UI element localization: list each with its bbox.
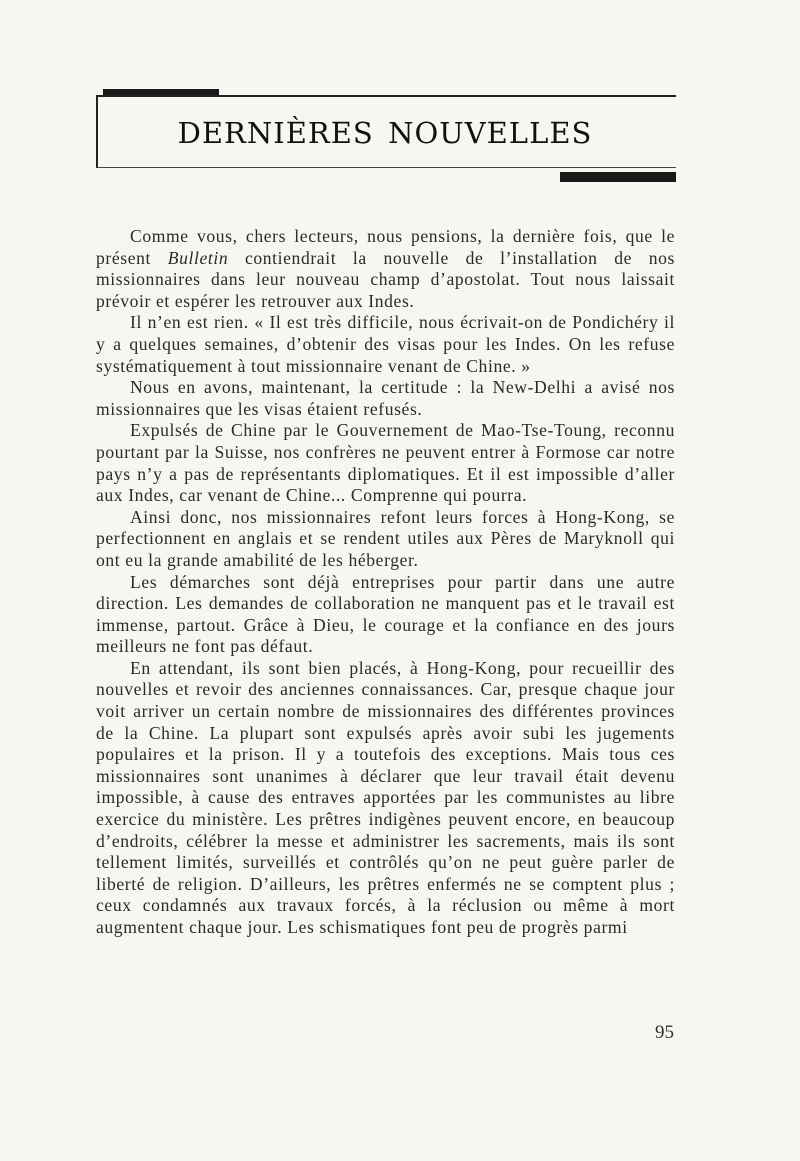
text-segment: Ainsi donc, nos missionnaires refont leurs forces à Hong-Kong, se perfectionnent en anglais et se rendent utiles aux Pères de Maryknoll qui ont eu la grande amabilité de les héberger. [96,506,675,570]
italic-text: Bulletin [167,247,229,268]
article-body [96,226,675,939]
page-number: 95 [655,1022,674,1043]
text-segment: Expulsés de Chine par le Gouvernement de Mao-Tse-Toung, reconnu pourtant par la Suisse, nos confrères ne peuvent entrer à Formose car notre pays n’y a pas de représentants diplomatiques. Et il est impossible d’aller aux Indes, car venant de Chine... Comprenne qui pourra. [96,420,675,506]
paragraph [96,420,675,506]
paragraph [96,312,675,377]
header-rule-bottom [560,172,676,182]
paragraph [96,377,675,420]
paragraph [96,226,675,312]
text-segment: Il n’en est rien. « Il est très difficile, nous écrivait-on de Pondichéry il y a quelques semaines, d’obtenir des visas pour les Indes. On les refuse systématiquement à tout missionnaire venant de Chine. » [96,312,675,376]
text-segment: Nous en avons, maintenant, la certitude : la New-Delhi a avisé nos missionnaires que les visas étaient refusés. [96,377,675,419]
paragraph [96,507,675,572]
text-segment: En attendant, ils sont bien placés, à Hong-Kong, pour recueillir des nouvelles et revoir des anciennes connaissances. Car, presque chaque jour voit arriver un certain nombre de missionnaires des différentes provinces de la Chine. La plupart sont expulsés après avoir subi les jugements populaires et la prison. Il y a toutefois des exceptions. Mais tous ces missionnaires sont unanimes à déclarer que leur travail était devenu impossible, à cause des entraves apportées par les communistes au libre exercice du ministère. Les prêtres indigènes peuvent encore, en beaucoup d’endroits, célébrer la messe et administrer les sacrements, mais ils sont tellement limités, surveillés et contrôlés qu’on ne peut guère parler de liberté de religion. D’ailleurs, les prêtres enfermés ne se comptent plus ; ceux condamnés aux travaux forcés, à la réclusion ou même à mort augmentent chaque jour. Les schismatiques font peu de progrès parmi [96,657,675,937]
text-segment: Les démarches sont déjà entreprises pour partir dans une autre direction. Les demandes de collaboration ne manquent pas et le travail est immense, partout. Grâce à Dieu, le courage et la confiance en des jours meilleurs ne font pas défaut. [96,571,675,657]
paragraph [96,658,675,939]
text-segment: contiendrait la nouvelle de l’installation de nos missionnaires dans leur nouveau champ d’apostolat. Tout nous laissait prévoir et espérer les retrouver aux Indes. [96,247,675,311]
paragraph [96,572,675,658]
text-segment: Comme vous, chers lecteurs, nous pensions, la dernière fois, que le présent [96,226,675,268]
page-title: dernières nouvelles [177,104,593,153]
